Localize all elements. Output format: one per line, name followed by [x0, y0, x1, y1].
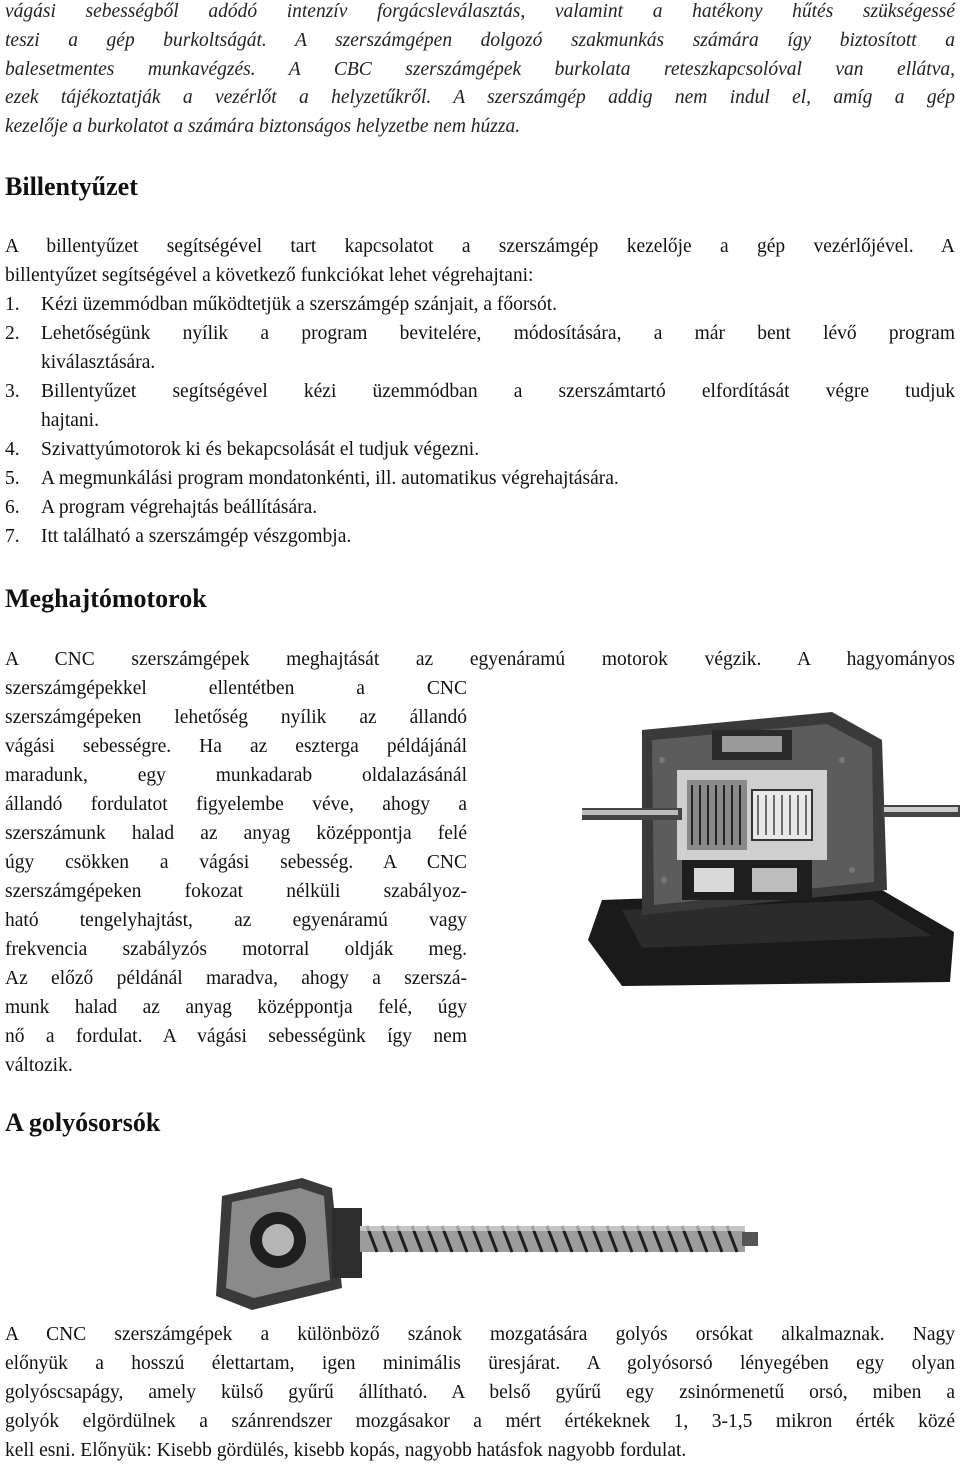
list-number: 6. — [5, 497, 20, 518]
column-line: munk halad az anyag középpontja felé, úgy — [5, 997, 467, 1018]
intro-line: teszi a gép burkoltságát. A szerszámgépen dolgozó szakmunkás számára így biztosított a — [5, 29, 955, 51]
paragraph-line: golyóscsapágy, amely külső gyűrű állítható. A belső gyűrű egy zsinórmenetű orsó, miben a — [5, 1382, 955, 1403]
column-line: Az előző példánál maradva, ahogy a szerszá- — [5, 968, 467, 989]
list-text: hajtani. — [41, 410, 99, 431]
column-line: ható tengelyhajtást, az egyenáramú vagy — [5, 910, 467, 931]
list-text: Itt található a szerszámgép vészgombja. — [41, 526, 352, 547]
column-line: szerszámunk halad az anyag középpontja felé — [5, 823, 467, 844]
list-item — [5, 522, 955, 551]
column-line: állandó fordulatot figyelembe véve, ahogy a — [5, 794, 467, 815]
list-text: Lehetőségünk nyílik a program bevitelére, módosítására, a már bent lévő program — [41, 323, 955, 344]
list-item — [5, 493, 955, 522]
paragraph-line: kell esni. Előnyük: Kisebb gördülés, kisebb kopás, nagyobb hatásfok nagyobb fordulat. — [5, 1440, 687, 1461]
list-item — [5, 319, 955, 377]
column-line: vágási sebességre. Ha az eszterga példájánál — [5, 736, 467, 757]
list-number: 1. — [5, 294, 20, 315]
ball-screw-illustration — [192, 1168, 758, 1320]
list-number: 2. — [5, 323, 20, 344]
list-item — [5, 435, 955, 464]
column-line: szerszámgépekkel ellentétben a CNC — [5, 678, 467, 699]
paragraph-line: A billentyűzet segítségével tart kapcsolatot a szerszámgép kezelője a gép vezérlőjével. A — [5, 236, 955, 257]
list-text: Szivattyúmotorok ki és bekapcsolását el tudjuk végezni. — [41, 439, 480, 460]
list-text: A program végrehajtás beállítására. — [41, 497, 318, 518]
paragraph-line: golyók elgördülnek a szánrendszer mozgásakor a mért értékeknek 1, 3-1,5 mikron érték közé — [5, 1411, 955, 1432]
paragraph-line: A CNC szerszámgépek a különböző szánok mozgatására golyós orsókat alkalmaznak. Nagy — [5, 1324, 955, 1345]
billentyuzet-paragraph — [5, 232, 955, 290]
list-text: A megmunkálási program mondatonkénti, ill. automatikus végrehajtására. — [41, 468, 619, 489]
column-line: úgy csökken a vágási sebesség. A CNC — [5, 852, 467, 873]
intro-line: ezek tájékoztatják a vezérlőt a helyzetűkről. A szerszámgép addig nem indul el, amíg a gép — [5, 87, 955, 109]
dc-motor-illustration — [582, 700, 960, 988]
list-text: Billentyűzet segítségével kézi üzemmódban a szerszámtartó elfordítását végre tudjuk — [41, 381, 955, 402]
meghajto-first-line — [5, 645, 955, 674]
list-text: Kézi üzemmódban működtetjük a szerszámgép szánjait, a főorsót. — [41, 294, 558, 315]
column-line: változik. — [5, 1055, 73, 1076]
list-number: 4. — [5, 439, 20, 460]
meghajto-column-text — [5, 674, 467, 1080]
intro-line: balesetmentes munkavégzés. A CBC szerszámgépek burkolata reteszkapcsolóval van ellátva, — [5, 58, 955, 80]
column-line: szerszámgépeken fokozat nélküli szabályoz- — [5, 881, 467, 902]
column-line: frekvencia szabályzós motorral oldják meg. — [5, 939, 467, 960]
intro-line: vágási sebességből adódó intenzív forgácsleválasztás, valamint a hatékony hűtés szükségessé — [5, 1, 955, 22]
heading-golyosorsok: A golyósorsók — [5, 1108, 161, 1137]
paragraph-line: előnyük a hosszú élettartam, igen minimális üresjárat. A golyósorsó lényegében egy olyan — [5, 1353, 955, 1374]
list-number: 7. — [5, 526, 20, 547]
paragraph-line: billentyűzet segítségével a következő funkciókat lehet végrehajtani: — [5, 265, 534, 286]
list-item — [5, 290, 955, 319]
column-line: szerszámgépeken lehetőség nyílik az állandó — [5, 707, 467, 728]
function-list — [5, 290, 955, 551]
paragraph-line: A CNC szerszámgépek meghajtását az egyenáramú motorok végzik. A hagyományos — [5, 649, 955, 670]
list-number: 5. — [5, 468, 20, 489]
list-text: kiválasztására. — [41, 352, 156, 373]
heading-billentyuzet: Billentyűzet — [5, 172, 138, 201]
column-line: maradunk, egy munkadarab oldalazásánál — [5, 765, 467, 786]
heading-meghajtomotorok: Meghajtómotorok — [5, 584, 207, 613]
list-item — [5, 377, 955, 435]
list-item — [5, 464, 955, 493]
intro-paragraph — [5, 0, 955, 142]
list-number: 3. — [5, 381, 20, 402]
intro-line: kezelője a burkolatot a számára biztonságos helyzetbe nem húzza. — [5, 116, 521, 138]
golyos-paragraph — [5, 1320, 955, 1465]
column-line: nő a fordulat. A vágási sebességünk így nem — [5, 1026, 467, 1047]
